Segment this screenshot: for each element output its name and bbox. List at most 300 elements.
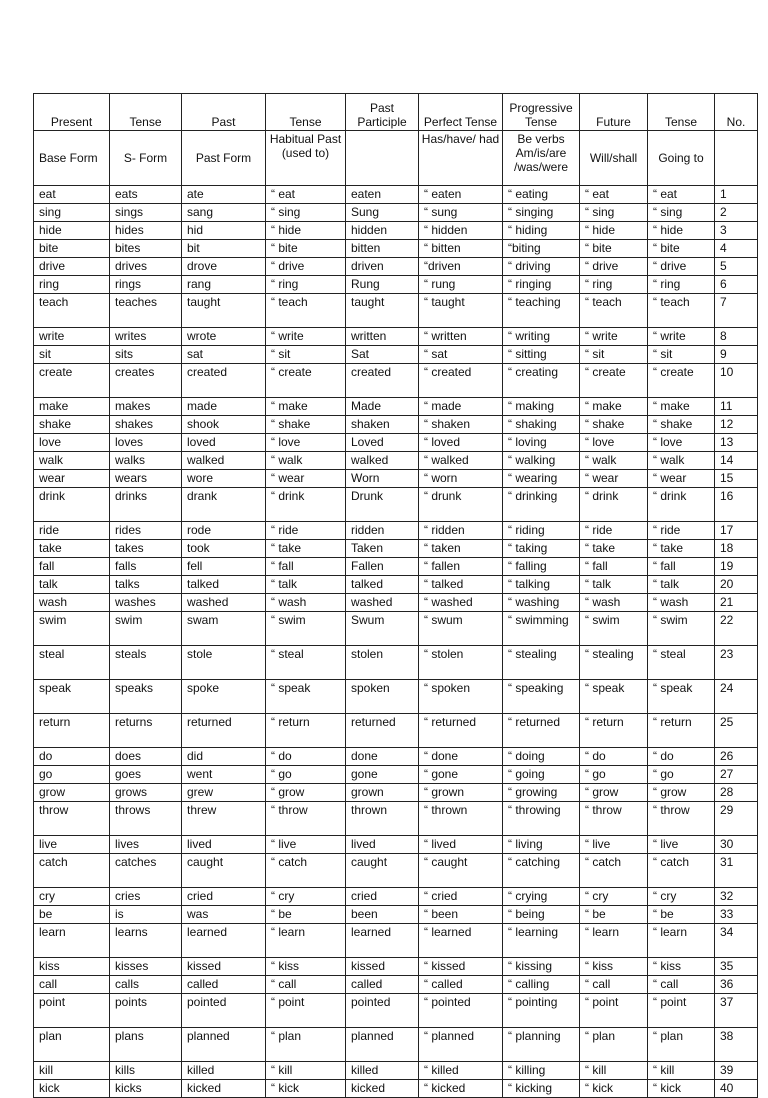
header-cell: Going to	[648, 131, 715, 186]
table-cell: is	[110, 906, 182, 924]
table-cell: “ ride	[580, 522, 648, 540]
table-cell: bit	[182, 240, 266, 258]
table-cell: 31	[715, 854, 758, 888]
table-cell: “ point	[266, 994, 346, 1028]
table-cell: “ kill	[266, 1062, 346, 1080]
table-cell: “ love	[648, 434, 715, 452]
table-cell: kill	[34, 1062, 110, 1080]
table-cell: ate	[182, 186, 266, 204]
table-cell: “ loved	[419, 434, 503, 452]
table-cell: “ driving	[503, 258, 580, 276]
table-cell: 15	[715, 470, 758, 488]
table-cell: 18	[715, 540, 758, 558]
table-cell: teaches	[110, 294, 182, 328]
table-cell: 40	[715, 1080, 758, 1098]
table-cell: “ ring	[580, 276, 648, 294]
table-cell: “ kick	[648, 1080, 715, 1098]
table-cell: “ grow	[266, 784, 346, 802]
table-row	[34, 784, 758, 802]
table-cell: grow	[34, 784, 110, 802]
table-cell: “ call	[648, 976, 715, 994]
table-cell: spoken	[346, 680, 419, 714]
table-cell: “ fall	[580, 558, 648, 576]
table-cell: “ cry	[266, 888, 346, 906]
table-cell: “ sit	[580, 346, 648, 364]
table-cell: “ return	[648, 714, 715, 748]
table-row	[34, 240, 758, 258]
table-cell: “ sing	[648, 204, 715, 222]
table-cell: “ growing	[503, 784, 580, 802]
table-row	[34, 976, 758, 994]
table-cell: “ cry	[648, 888, 715, 906]
table-cell: “ doing	[503, 748, 580, 766]
table-cell: “ loving	[503, 434, 580, 452]
table-cell: “ bite	[266, 240, 346, 258]
table-cell: 13	[715, 434, 758, 452]
table-cell: “ eating	[503, 186, 580, 204]
table-cell: “ sing	[266, 204, 346, 222]
table-cell: 23	[715, 646, 758, 680]
table-cell: shook	[182, 416, 266, 434]
table-cell: “ ride	[648, 522, 715, 540]
table-cell: “ make	[266, 398, 346, 416]
header-cell: S- Form	[110, 131, 182, 186]
table-cell: hide	[34, 222, 110, 240]
table-cell: swam	[182, 612, 266, 646]
table-cell: “ throw	[266, 802, 346, 836]
table-cell: done	[346, 748, 419, 766]
table-cell: drove	[182, 258, 266, 276]
header-cell: Will/shall	[580, 131, 648, 186]
table-cell: Made	[346, 398, 419, 416]
table-cell: “ return	[580, 714, 648, 748]
table-cell: “ make	[580, 398, 648, 416]
table-cell: kicks	[110, 1080, 182, 1098]
table-row	[34, 924, 758, 958]
table-row	[34, 470, 758, 488]
table-cell: 10	[715, 364, 758, 398]
table-cell: fall	[34, 558, 110, 576]
table-row	[34, 452, 758, 470]
table-cell: 1	[715, 186, 758, 204]
table-cell: written	[346, 328, 419, 346]
table-cell: “ speaking	[503, 680, 580, 714]
table-cell: rings	[110, 276, 182, 294]
table-cell: “ wear	[580, 470, 648, 488]
header-cell: Past	[182, 94, 266, 131]
table-cell: “biting	[503, 240, 580, 258]
table-cell: “ ringing	[503, 276, 580, 294]
table-cell: planned	[182, 1028, 266, 1062]
table-cell: “ done	[419, 748, 503, 766]
table-cell: called	[182, 976, 266, 994]
table-cell: “ creating	[503, 364, 580, 398]
table-cell: killed	[346, 1062, 419, 1080]
table-cell: “ sung	[419, 204, 503, 222]
table-cell: cried	[182, 888, 266, 906]
table-cell: ridden	[346, 522, 419, 540]
table-cell: pointed	[346, 994, 419, 1028]
table-cell: 26	[715, 748, 758, 766]
table-cell: “ sitting	[503, 346, 580, 364]
table-cell: “ write	[648, 328, 715, 346]
header-cell: Tense	[110, 94, 182, 131]
table-cell: create	[34, 364, 110, 398]
table-row	[34, 646, 758, 680]
table-cell: “ live	[648, 836, 715, 854]
table-cell: goes	[110, 766, 182, 784]
header-cell: Progressive Tense	[503, 94, 580, 131]
table-cell: grows	[110, 784, 182, 802]
table-cell: be	[34, 906, 110, 924]
table-cell: “ talking	[503, 576, 580, 594]
table-cell: eat	[34, 186, 110, 204]
table-cell: “ shake	[648, 416, 715, 434]
table-cell: “ throwing	[503, 802, 580, 836]
table-cell: “ create	[648, 364, 715, 398]
header-row-1	[34, 94, 758, 131]
table-cell: “ eaten	[419, 186, 503, 204]
table-cell: “ returned	[503, 714, 580, 748]
table-cell: “ live	[266, 836, 346, 854]
table-row	[34, 906, 758, 924]
table-cell: “ kill	[580, 1062, 648, 1080]
table-cell: 21	[715, 594, 758, 612]
table-cell: 34	[715, 924, 758, 958]
table-cell: 28	[715, 784, 758, 802]
table-cell: throw	[34, 802, 110, 836]
table-cell: “ been	[419, 906, 503, 924]
table-cell: took	[182, 540, 266, 558]
table-cell: pointed	[182, 994, 266, 1028]
table-cell: “ bite	[580, 240, 648, 258]
table-row	[34, 854, 758, 888]
table-row	[34, 714, 758, 748]
table-cell: hides	[110, 222, 182, 240]
table-cell: plan	[34, 1028, 110, 1062]
table-cell: drives	[110, 258, 182, 276]
header-cell: Be verbs Am/is/are /was/were	[503, 131, 580, 186]
table-cell: “ calling	[503, 976, 580, 994]
table-cell: “ bitten	[419, 240, 503, 258]
table-cell: “ walking	[503, 452, 580, 470]
table-cell: “ kicking	[503, 1080, 580, 1098]
table-cell: “ shaken	[419, 416, 503, 434]
table-cell: called	[346, 976, 419, 994]
table-cell: “ riding	[503, 522, 580, 540]
table-cell: “ walk	[580, 452, 648, 470]
header-cell: Tense	[648, 94, 715, 131]
table-cell: “ crying	[503, 888, 580, 906]
table-cell: “ planning	[503, 1028, 580, 1062]
table-cell: “ do	[266, 748, 346, 766]
table-cell: Drunk	[346, 488, 419, 522]
table-row	[34, 398, 758, 416]
table-cell: 19	[715, 558, 758, 576]
table-cell: “ grown	[419, 784, 503, 802]
table-cell: 11	[715, 398, 758, 416]
table-cell: “ thrown	[419, 802, 503, 836]
table-cell: call	[34, 976, 110, 994]
table-cell: point	[34, 994, 110, 1028]
table-cell: “ teach	[648, 294, 715, 328]
table-cell: returned	[346, 714, 419, 748]
table-cell: “ singing	[503, 204, 580, 222]
table-cell: write	[34, 328, 110, 346]
table-cell: “ fall	[648, 558, 715, 576]
table-cell: 17	[715, 522, 758, 540]
table-cell: “ kissing	[503, 958, 580, 976]
table-cell: kicked	[346, 1080, 419, 1098]
table-cell: rode	[182, 522, 266, 540]
table-cell: “ bite	[648, 240, 715, 258]
table-cell: “ talk	[648, 576, 715, 594]
table-cell: gone	[346, 766, 419, 784]
table-cell: Swum	[346, 612, 419, 646]
table-cell: “ swim	[266, 612, 346, 646]
table-cell: cried	[346, 888, 419, 906]
table-cell: teach	[34, 294, 110, 328]
table-cell: “ catch	[648, 854, 715, 888]
table-cell: “ be	[580, 906, 648, 924]
table-cell: been	[346, 906, 419, 924]
table-cell: “ wear	[266, 470, 346, 488]
table-cell: drive	[34, 258, 110, 276]
table-cell: “ drink	[266, 488, 346, 522]
header-cell: Perfect Tense	[419, 94, 503, 131]
table-cell: 16	[715, 488, 758, 522]
table-cell: “ take	[580, 540, 648, 558]
table-cell: fell	[182, 558, 266, 576]
table-cell: kissed	[182, 958, 266, 976]
table-cell: “driven	[419, 258, 503, 276]
table-row	[34, 680, 758, 714]
table-cell: “ teaching	[503, 294, 580, 328]
table-cell: falls	[110, 558, 182, 576]
table-row	[34, 434, 758, 452]
header-cell	[715, 131, 758, 186]
table-cell: plans	[110, 1028, 182, 1062]
table-cell: “ steal	[266, 646, 346, 680]
table-cell: kiss	[34, 958, 110, 976]
table-cell: “ pointing	[503, 994, 580, 1028]
table-cell: “ swimming	[503, 612, 580, 646]
table-cell: sings	[110, 204, 182, 222]
table-cell: “ shake	[580, 416, 648, 434]
table-cell: learn	[34, 924, 110, 958]
table-cell: writes	[110, 328, 182, 346]
table-cell: “ washed	[419, 594, 503, 612]
table-row	[34, 522, 758, 540]
table-cell: “ washing	[503, 594, 580, 612]
table-cell: “ wear	[648, 470, 715, 488]
table-cell: do	[34, 748, 110, 766]
table-cell: “ create	[580, 364, 648, 398]
table-cell: steal	[34, 646, 110, 680]
table-cell: planned	[346, 1028, 419, 1062]
header-cell: Tense	[266, 94, 346, 131]
table-cell: bite	[34, 240, 110, 258]
table-cell: 30	[715, 836, 758, 854]
table-cell: Taken	[346, 540, 419, 558]
table-cell: caught	[182, 854, 266, 888]
table-cell: drank	[182, 488, 266, 522]
table-cell: 2	[715, 204, 758, 222]
table-cell: “ stealing	[503, 646, 580, 680]
table-cell: 24	[715, 680, 758, 714]
table-cell: 32	[715, 888, 758, 906]
table-cell: rang	[182, 276, 266, 294]
table-cell: “ point	[648, 994, 715, 1028]
table-cell: created	[346, 364, 419, 398]
table-cell: shaken	[346, 416, 419, 434]
table-cell: “ plan	[648, 1028, 715, 1062]
table-cell: “ take	[266, 540, 346, 558]
table-cell: “ go	[580, 766, 648, 784]
table-cell: “ love	[266, 434, 346, 452]
table-cell: catches	[110, 854, 182, 888]
table-cell: wear	[34, 470, 110, 488]
table-cell: “ throw	[580, 802, 648, 836]
table-cell: was	[182, 906, 266, 924]
table-cell: kick	[34, 1080, 110, 1098]
table-cell: 8	[715, 328, 758, 346]
table-cell: “ drive	[580, 258, 648, 276]
table-cell: “ go	[648, 766, 715, 784]
table-cell: “ shake	[266, 416, 346, 434]
table-cell: walk	[34, 452, 110, 470]
table-cell: “ written	[419, 328, 503, 346]
table-cell: “ fall	[266, 558, 346, 576]
table-cell: “ kiss	[648, 958, 715, 976]
table-cell: “ killed	[419, 1062, 503, 1080]
table-cell: throws	[110, 802, 182, 836]
table-cell: “ write	[266, 328, 346, 346]
table-cell: “ drink	[580, 488, 648, 522]
table-cell: “ eat	[266, 186, 346, 204]
table-cell: drink	[34, 488, 110, 522]
table-cell: “ grow	[648, 784, 715, 802]
table-cell: hid	[182, 222, 266, 240]
table-row	[34, 364, 758, 398]
table-cell: “ be	[648, 906, 715, 924]
table-cell: “ make	[648, 398, 715, 416]
table-cell: 22	[715, 612, 758, 646]
table-cell: speaks	[110, 680, 182, 714]
table-cell: “ catching	[503, 854, 580, 888]
table-cell: “ sat	[419, 346, 503, 364]
table-row	[34, 488, 758, 522]
table-row	[34, 576, 758, 594]
table-cell: speak	[34, 680, 110, 714]
table-cell: “ spoken	[419, 680, 503, 714]
table-cell: hidden	[346, 222, 419, 240]
table-cell: made	[182, 398, 266, 416]
table-cell: cry	[34, 888, 110, 906]
table-cell: return	[34, 714, 110, 748]
table-cell: “ kiss	[580, 958, 648, 976]
table-cell: threw	[182, 802, 266, 836]
table-cell: “ killing	[503, 1062, 580, 1080]
table-row	[34, 748, 758, 766]
table-cell: “ speak	[580, 680, 648, 714]
table-row	[34, 594, 758, 612]
table-cell: “ write	[580, 328, 648, 346]
table-cell: 37	[715, 994, 758, 1028]
table-cell: “ live	[580, 836, 648, 854]
table-cell: Loved	[346, 434, 419, 452]
table-cell: “ hide	[266, 222, 346, 240]
table-cell: “ kicked	[419, 1080, 503, 1098]
table-cell: “ making	[503, 398, 580, 416]
table-cell: “ returned	[419, 714, 503, 748]
table-cell: lived	[182, 836, 266, 854]
table-cell: shakes	[110, 416, 182, 434]
table-row	[34, 276, 758, 294]
table-cell: 7	[715, 294, 758, 328]
table-cell: 6	[715, 276, 758, 294]
header-cell	[346, 131, 419, 186]
table-cell: “ ridden	[419, 522, 503, 540]
table-cell: “ kick	[580, 1080, 648, 1098]
table-cell: “ drive	[648, 258, 715, 276]
table-row	[34, 888, 758, 906]
table-cell: 36	[715, 976, 758, 994]
table-cell: “ falling	[503, 558, 580, 576]
table-cell: “ steal	[648, 646, 715, 680]
table-cell: returned	[182, 714, 266, 748]
table-cell: ring	[34, 276, 110, 294]
table-cell: “ talked	[419, 576, 503, 594]
table-cell: kicked	[182, 1080, 266, 1098]
table-row	[34, 204, 758, 222]
table-row	[34, 766, 758, 784]
table-cell: “ living	[503, 836, 580, 854]
table-cell: walks	[110, 452, 182, 470]
table-cell: “ writing	[503, 328, 580, 346]
table-cell: lives	[110, 836, 182, 854]
table-row	[34, 294, 758, 328]
table-cell: takes	[110, 540, 182, 558]
table-cell: “ ring	[648, 276, 715, 294]
table-cell: killed	[182, 1062, 266, 1080]
table-cell: caught	[346, 854, 419, 888]
table-cell: “ lived	[419, 836, 503, 854]
header-cell: Present	[34, 94, 110, 131]
table-cell: “ speak	[648, 680, 715, 714]
table-cell: “ throw	[648, 802, 715, 836]
table-row	[34, 994, 758, 1028]
table-cell: thrown	[346, 802, 419, 836]
table-cell: spoke	[182, 680, 266, 714]
table-cell: “ wash	[580, 594, 648, 612]
table-cell: does	[110, 748, 182, 766]
table-cell: “ teach	[580, 294, 648, 328]
table-cell: stolen	[346, 646, 419, 680]
table-cell: “ kiss	[266, 958, 346, 976]
table-cell: driven	[346, 258, 419, 276]
table-row	[34, 222, 758, 240]
header-cell: No.	[715, 94, 758, 131]
table-cell: “ walk	[266, 452, 346, 470]
table-cell: “ ring	[266, 276, 346, 294]
table-cell: learned	[182, 924, 266, 958]
table-cell: 27	[715, 766, 758, 784]
table-cell: “ taking	[503, 540, 580, 558]
verb-tense-table	[33, 93, 758, 1098]
table-cell: “ hidden	[419, 222, 503, 240]
table-cell: “ talk	[580, 576, 648, 594]
